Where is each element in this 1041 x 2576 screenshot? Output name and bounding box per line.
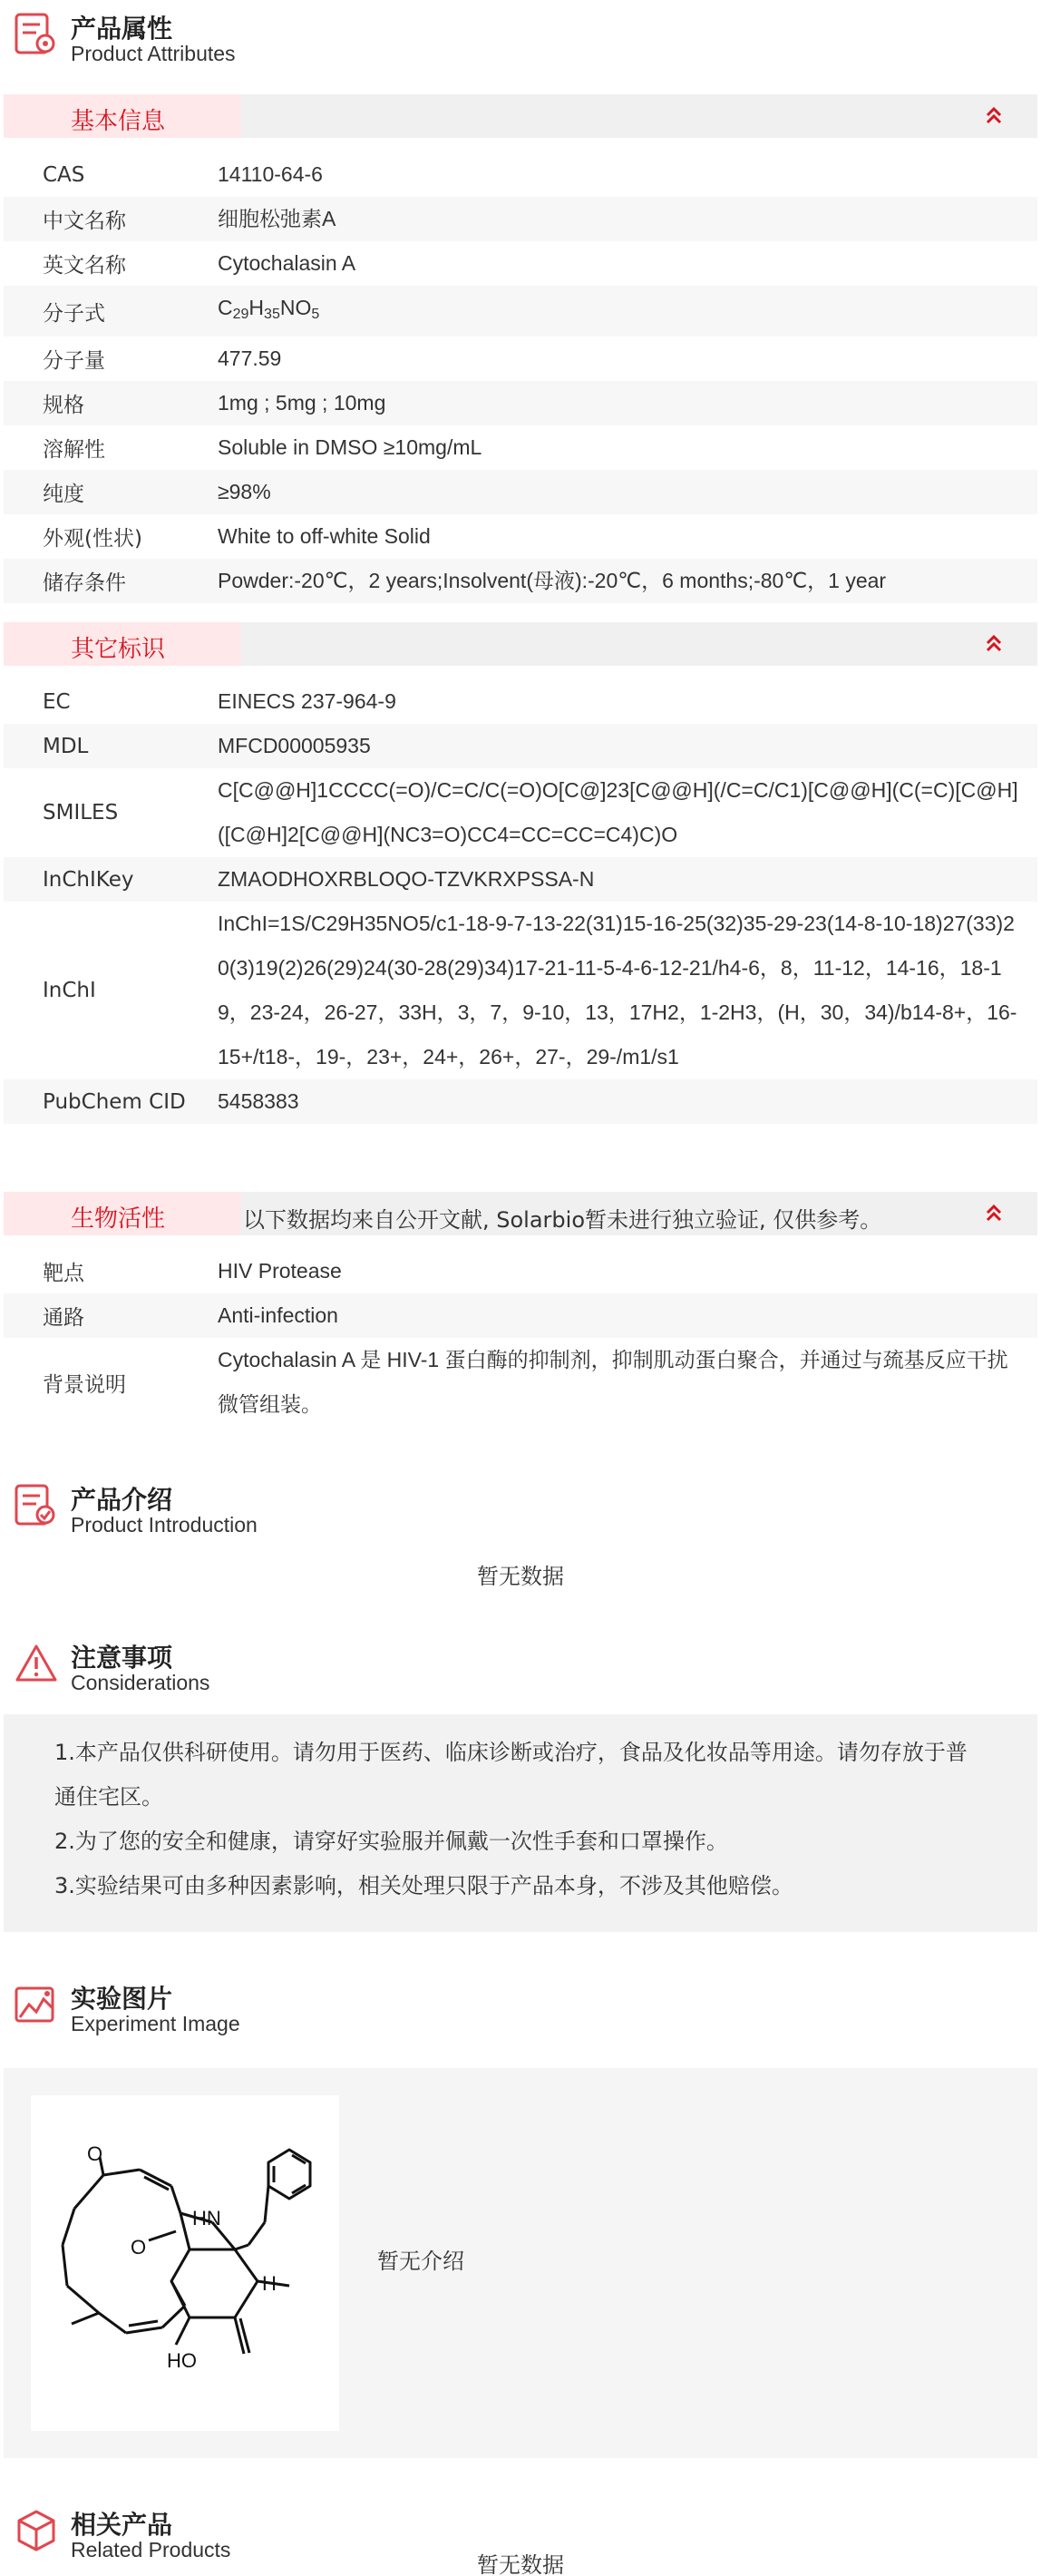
notice-item: 3.实验结果可由多种因素影响，相关处理只限于产品本身，不涉及其他赔偿。: [54, 1873, 793, 1898]
introduction-empty-text: 暂无数据: [477, 1564, 564, 1589]
table-row: [4, 902, 1037, 1079]
notice-item: 2.为了您的安全和健康，请穿好实验服并佩戴一次性手套和口罩操作。: [54, 1829, 728, 1854]
section-subtitle: Related Products: [71, 2538, 231, 2561]
row-key: 外观(性状): [43, 527, 142, 551]
row-key: PubChem CID: [43, 1089, 186, 1114]
row-key: 通路: [43, 1306, 84, 1330]
row-value: EINECS 237-964-9: [218, 689, 396, 713]
bio-activity-tab: [4, 1192, 241, 1235]
chemical-structure-icon: [31, 2095, 339, 2431]
section-title: 产品属性: [71, 14, 173, 44]
row-key: MDL: [43, 734, 89, 758]
related-empty-text: 暂无数据: [477, 2552, 564, 2576]
table-row: [4, 337, 1037, 381]
table-row: [4, 286, 1037, 337]
row-value: Powder:-20℃，2 years;Insolvent(母液):-20℃，6 months;-80℃，1 year: [218, 569, 887, 592]
other-ids-tab: [4, 622, 241, 666]
chevron-double-up-icon[interactable]: [983, 633, 1005, 655]
formula-sub: 29: [232, 307, 249, 322]
experiment-image-box: [4, 2068, 1037, 2458]
product-attributes-header: [0, 0, 1041, 73]
atom-label-o: O: [131, 2236, 147, 2259]
bio-activity-label: 生物活性: [71, 1205, 166, 1233]
section-subtitle: Considerations: [71, 1671, 210, 1694]
row-value: ≥98%: [218, 480, 271, 503]
section-title: 产品介绍: [71, 1485, 173, 1515]
image-chart-icon: [13, 1981, 60, 2028]
row-value: 477.59: [218, 346, 282, 370]
considerations-box: [4, 1714, 1037, 1932]
table-row: [4, 514, 1037, 559]
table-row: [4, 152, 1037, 197]
chevron-double-up-icon[interactable]: [983, 1203, 1005, 1225]
row-key: InChIKey: [43, 867, 134, 892]
table-row: [4, 1338, 1037, 1427]
molecular-formula: [218, 286, 1037, 337]
other-ids-bar[interactable]: [4, 622, 1037, 666]
atom-label-h: H: [262, 2272, 277, 2295]
bio-activity-bar[interactable]: [4, 1192, 1037, 1235]
structure-image[interactable]: [31, 2095, 339, 2431]
basic-info-table: [4, 152, 1037, 603]
section-subtitle: Product Attributes: [71, 42, 236, 65]
smiles-value: C[C@@H]1CCCC(=O)/C=C/C(=O)O[C@]23[C@@H](/C=C/C1)[C@@H](C(=C)[C@H]([C@H]2[C@@H](NC3=O)CC4=CC=CC=C4)C)O: [218, 778, 1018, 846]
row-key: 纯度: [43, 483, 84, 506]
table-row: [4, 1249, 1037, 1293]
table-row: [4, 425, 1037, 470]
table-row: [4, 768, 1037, 857]
basic-info-tab: [4, 94, 241, 138]
product-introduction-header: [0, 1471, 1041, 1544]
bio-activity-table: [4, 1249, 1037, 1427]
row-key: CAS: [43, 162, 85, 187]
notice-item: 1.本产品仅供科研使用。请勿用于医药、临床诊断或治疗，食品及化妆品等用途。请勿存放于普通住宅区。: [54, 1740, 968, 1810]
experiment-caption: 暂无介绍: [377, 2249, 464, 2274]
row-key: 背景说明: [43, 1372, 126, 1397]
basic-info-bar[interactable]: [4, 94, 1037, 138]
considerations-header: [0, 1629, 1041, 1702]
other-ids-table: [4, 679, 1037, 1124]
document-check-icon: [13, 1482, 60, 1529]
document-gear-icon: [13, 11, 60, 58]
row-value: 1mg ; 5mg ; 10mg: [218, 391, 386, 415]
section-subtitle: Experiment Image: [71, 2012, 240, 2035]
row-value: 细胞松弛素A: [218, 207, 336, 230]
row-value: Cytochalasin A: [218, 251, 356, 275]
row-key: EC: [43, 689, 71, 714]
row-value: HIV Protease: [218, 1259, 342, 1283]
formula-sub: 35: [264, 307, 280, 322]
row-key: 分子式: [43, 301, 105, 326]
section-subtitle: Product Introduction: [71, 1513, 258, 1537]
row-key: InChI: [43, 979, 96, 1002]
formula-part: NO: [279, 296, 312, 319]
background-description: Cytochalasin A 是 HIV-1 蛋白酶的抑制剂，抑制肌动蛋白聚合，并通过与巯基反应干扰微管组装。: [218, 1348, 1008, 1416]
row-value: ZMAODHOXRBLOQO-TZVKRXPSSA-N: [218, 867, 595, 891]
formula-part: H: [248, 296, 265, 319]
experiment-image-header: [0, 1970, 1041, 2043]
section-title: 注意事项: [71, 1643, 173, 1673]
row-value: MFCD00005935: [218, 734, 371, 757]
table-row: [4, 197, 1037, 241]
table-row: [4, 1293, 1037, 1338]
row-value: Soluble in DMSO ≥10mg/mL: [218, 435, 482, 459]
row-value: 5458383: [218, 1089, 299, 1113]
row-key: 英文名称: [43, 254, 126, 278]
atom-label-oh: HO: [167, 2349, 197, 2372]
formula-part: C: [218, 296, 233, 319]
table-row: [4, 381, 1037, 425]
row-key: 靶点: [43, 1262, 84, 1285]
row-value: White to off-white Solid: [218, 524, 431, 548]
inchi-value: InChI=1S/C29H35NO5/c1-18-9-7-13-22(31)15-16-25(32)35-29-23(14-8-10-18)27(33)20(3)19(2)26(29)24(30-28(29)34)17-21-11-5-4-6-12-21/h4-6，8，11-12，14-16，18-19，23-24，26-27，33H，3，7，9-10，13，17H2，1-2H3，(H，30，34)/b14-8+，16-15+/t18-，19-，23+，24+，26+，27-，29-/m1/s1: [218, 912, 1017, 1068]
section-title: 相关产品: [71, 2510, 173, 2540]
table-row: [4, 470, 1037, 514]
table-row: [4, 724, 1037, 768]
chevron-double-up-icon[interactable]: [983, 105, 1005, 127]
table-row: [4, 679, 1037, 724]
disclaimer-note: 以下数据均来自公开文献, Solarbio暂未进行独立验证, 仅供参考。: [243, 1207, 882, 1233]
atom-label-nh: HN: [192, 2207, 221, 2230]
row-value: 14110-64-6: [218, 162, 323, 186]
formula-sub: 5: [311, 307, 320, 322]
table-row: [4, 559, 1037, 603]
row-key: 规格: [43, 394, 84, 417]
other-ids-label: 其它标识: [71, 636, 166, 663]
basic-info-label: 基本信息: [71, 108, 166, 135]
row-key: SMILES: [43, 801, 119, 825]
table-row: [4, 857, 1037, 902]
row-value: Anti-infection: [218, 1303, 338, 1327]
atom-label-o: O: [87, 2142, 103, 2165]
table-row: [4, 241, 1037, 286]
table-row: [4, 1079, 1037, 1124]
section-title: 实验图片: [71, 1984, 173, 2014]
row-key: 溶解性: [43, 438, 105, 462]
row-key: 储存条件: [43, 571, 126, 595]
warning-icon: [13, 1640, 60, 1687]
row-key: 分子量: [43, 349, 105, 373]
row-key: 中文名称: [43, 210, 126, 233]
